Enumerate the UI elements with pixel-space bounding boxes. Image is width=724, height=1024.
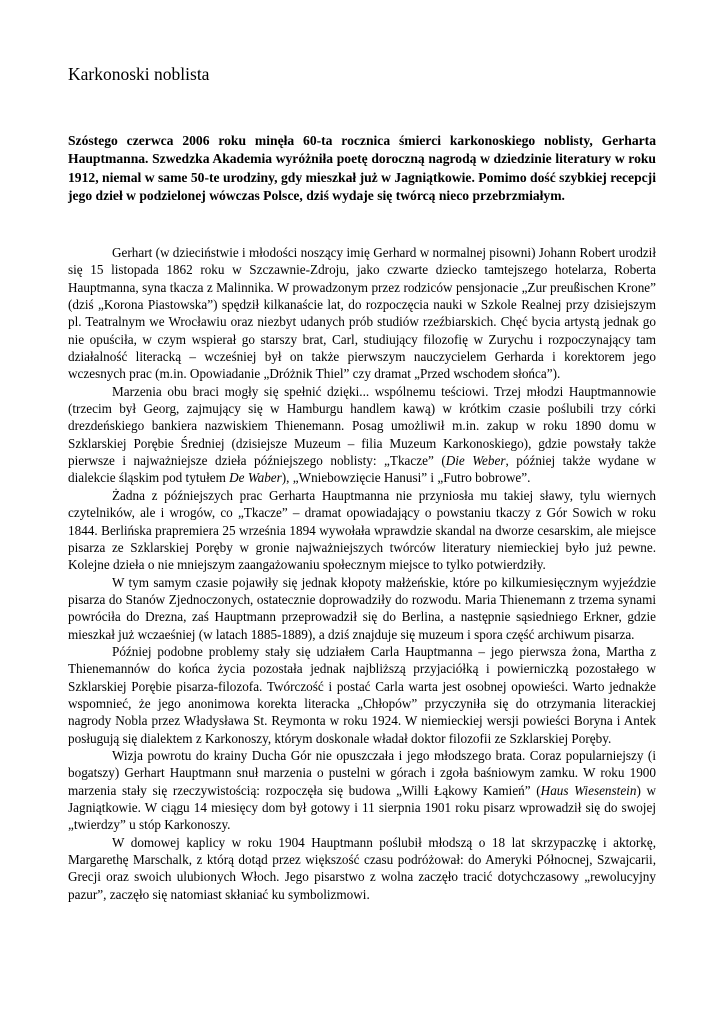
paragraph-text: ), „Wniebowzięcie Hanusi” i „Futro bobrowe”. — [281, 470, 531, 486]
page-title: Karkonoski noblista — [68, 64, 210, 84]
paragraph-text: W domowej kaplicy w roku 1904 Hauptmann poślubił młodszą o 18 lat skrzypaczkę i aktorkę, Margarethę Marschalk, z którą dotąd przez większość czasu podróżował: do Ameryki Północnej, Szwajcarii, Grecji oraz swoich ulubionych Włoch. Jego pisarstwo z wolna zaczęło tracić dotychczasowy „rewolucyjny pazur”, zaczęło się natomiast skłaniać ku symbolizmowi. — [68, 834, 656, 902]
paragraph-text: Wizja powrotu do krainy Ducha Gór nie opuszczała i jego młodszego brata. Coraz popularniejszy (i bogatszy) Gerhart Hauptmann snuł marzenia o pustelni w górach i zgoła baśniowym zamku. W roku 1900 marzenia stały się rzeczywistością: rozpoczęła się budowa „Willi Łąkowy Kamień” ( — [68, 747, 656, 798]
lead-paragraph: Szóstego czerwca 2006 roku minęła 60-ta rocznica śmierci karkonoskiego noblisty, Gerharta Hauptmanna. Szwedzka Akademia wyróżniła poetę doroczną nagrodą w dziedzinie literatury w roku 1912, niemal w same 50-te urodziny, gdy mieszkał już w Jagniątkowie. Pomimo dość szybkiej recepcji jego dzieł w podzielonej wówczas Polsce, dziś wydaje się twórcą nieco przebrzmiałym. — [68, 133, 656, 204]
body-paragraph-1 — [68, 244, 656, 383]
body-paragraph-3 — [68, 487, 656, 574]
paragraph-text: W tym samym czasie pojawiły się jednak kłopoty małżeńskie, które po kilkumiesięcznym wyjeździe pisarza do Stanów Zjednoczonych, ostatecznie doprowadziły do rozwodu. Maria Thienemann z trzema synami powróciła do Drezna, zaś Hauptmann przeprowadził się do Berlina, a następnie sąsiedniego Erkner, gdzie mieszkał już wczaeśniej (w latach 1885-1889), a dziś znajduje się muzeum i spora część archiwum pisarza. — [68, 574, 656, 642]
italic-title-die-weber: Die Weber — [445, 453, 506, 469]
paragraph-text: Później podobne problemy stały się udziałem Carla Hauptmanna – jego pierwsza żona, Martha z Thienemannów do końca życia pozostała jednak najbliższą przyjaciółką i powierniczką pozostałego w Szklarskiej Porębie pisarza-filozofa. Twórczość i postać Carla warta jest osobnej opowieści. Warto jednakże wspomnieć, że jego anonimowa korekta literacka „Chłopów” przyczyniła się do otrzymania literackiej nagrody Nobla przez Władysława St. Reymonta w roku 1924. W niemieckiej wersji powieści Boryna i Antek posługują się dialektem z Karkonoszy, którym doskonale władał doktor filozofii ze Szklarskiej Poręby. — [68, 643, 656, 746]
italic-title-haus-wiesenstein: Haus Wiesenstein — [540, 782, 637, 798]
body-paragraph-7 — [68, 834, 656, 903]
paragraph-text: Marzenia obu braci mogły się spełnić dzięki... wspólnemu teściowi. Trzej młodzi Hauptmannowie (trzecim był Georg, zajmujący się w Hamburgu handlem kawą) w krótkim czasie poślubili trzy córki drezdeńskiego bankiera nazwiskiem Thienemann. Posag umożliwił m.in. zakup w roku 1890 domu w Szklarskiej Porębie Średniej (dzisiejsze Muzeum – filia Muzeum Karkonoskiego), gdzie powstały także pierwsze i najważniejsze dzieła późniejszego noblisty: „Tkacze” ( — [68, 383, 656, 469]
article-body — [68, 244, 656, 903]
italic-title-de-waber: De Waber — [229, 470, 282, 486]
paragraph-text: ) w Jagniątkowie. W ciągu 14 miesięcy dom był gotowy i 11 sierpnia 1901 roku pisarz wprowadził się do swojej „twierdzy” u stóp Karkonoszy. — [68, 782, 657, 833]
paragraph-text: , później także wydane w dialekcie śląskim pod tytułem — [68, 453, 656, 486]
paragraph-text: Żadna z późniejszych prac Gerharta Hauptmanna nie przyniosła mu takiej sławy, tylu wiernych czytelników, ale i wrogów, co „Tkacze” – dramat opowiadający o powstaniu tkaczy z Gór Sowich w roku 1844. Berlińska prapremiera 25 września 1894 wywołała wprawdzie skandal na dworze cesarskim, ale miejsce pisarza ze Szklarskiej Poręby w gronie najważniejszych twórców literatury niemieckiej było już pewne. Kolejne dzieła o nie mniejszym zaangażowaniu społecznym miejsce to tylko potwierdziły. — [68, 487, 656, 573]
paragraph-text: Gerhart (w dzieciństwie i młodości noszący imię Gerhard w normalnej pisowni) Johann Robert urodził się 15 listopada 1862 roku w Szczawnie-Zdroju, jako czwarte dziecko tamtejszego hotelarza, Roberta Hauptmanna, syna tkacza z Malinnika. W prowadzonym przez rodziców pensjonacie „Zur preußischen Krone” (dziś „Korona Piastowska”) spędził kilkanaście lat, do rozpoczęcia nauki w Szkole Realnej przy dzisiejszym pl. Teatralnym we Wrocławiu oraz niezbyt udanych prób studiów rzeźbiarskich. Chęć bycia artystą jednak go nie opuściła, w czym wspierał go starszy brat, Carl, studiujący filozofię w Zurychu i rozpoczynający tam działalność literacką – wcześniej był on także pierwszym nauczycielem Gerharda i korektorem jego wczesnych prac (m.in. Opowiadanie „Dróżnik Thiel” czy dramat „Przed wschodem słońca”). — [68, 245, 656, 382]
body-paragraph-2 — [68, 383, 656, 487]
body-paragraph-6 — [68, 747, 656, 834]
body-paragraph-5 — [68, 643, 656, 747]
body-paragraph-4 — [68, 574, 656, 643]
